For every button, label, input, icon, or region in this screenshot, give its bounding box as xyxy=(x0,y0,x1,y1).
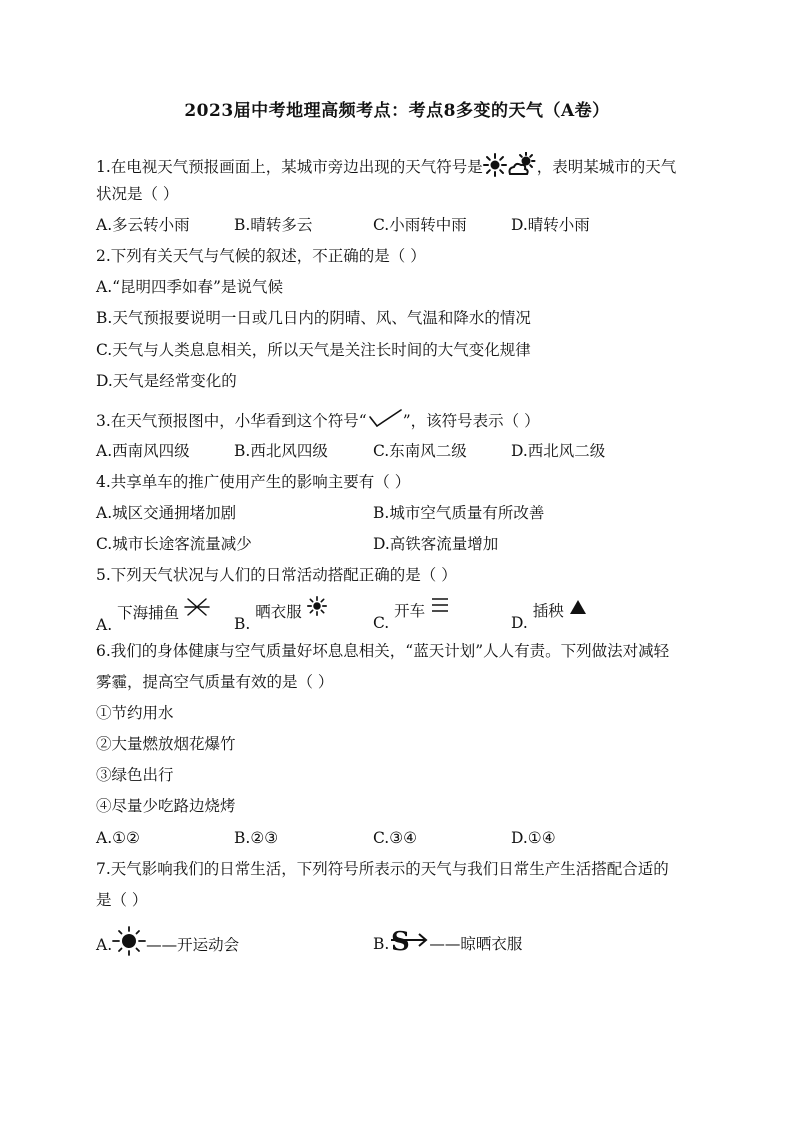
q7-option-a[interactable] xyxy=(96,928,239,964)
question-4-stem: 4.共享单车的推广使用产生的影响主要有（ ） xyxy=(96,473,411,491)
hail-icon xyxy=(569,599,587,621)
q1-option-d[interactable]: D.晴转小雨 xyxy=(511,216,590,234)
q1-stem-text-a: 1.在电视天气预报画面上，某城市旁边出现的天气符号是 xyxy=(96,158,483,176)
q4-option-a[interactable]: A.城区交通拥堵加剧 xyxy=(96,504,237,522)
q6-item-3: ③绿色出行 xyxy=(96,766,174,784)
q5-option-b-letter: B. xyxy=(234,615,251,633)
q2-option-a[interactable]: A.“昆明四季如春”是说气候 xyxy=(96,278,283,296)
sun-icon xyxy=(307,596,327,622)
q5-option-c[interactable] xyxy=(373,600,450,632)
q7-option-a-text: ——开运动会 xyxy=(146,936,240,954)
q5-option-c-text: 开车 xyxy=(394,602,426,620)
q5-option-d[interactable] xyxy=(511,600,587,632)
q1-option-a[interactable]: A.多云转小雨 xyxy=(96,216,190,234)
question-3-stem xyxy=(96,408,540,436)
q5-option-b[interactable] xyxy=(234,600,327,633)
svg-text:S: S xyxy=(391,927,411,954)
q1-stem-text-c: 状况是（ ） xyxy=(96,185,179,203)
question-7-stem-b: 是（ ） xyxy=(96,891,148,909)
q5-option-b-text: 晒衣服 xyxy=(255,603,302,621)
q3-stem-text-b: ”，该符号表示（ ） xyxy=(402,412,540,430)
wind-barb-icon xyxy=(367,408,403,436)
q1-stem-text-b: ，表明某城市的天气 xyxy=(536,158,677,176)
q5-option-d-text: 插秧 xyxy=(532,602,564,620)
q6-item-2: ②大量燃放烟花爆竹 xyxy=(96,735,236,753)
q7-option-b[interactable] xyxy=(373,928,522,962)
q3-option-d[interactable]: D.西北风二级 xyxy=(511,442,606,460)
question-2-stem: 2.下列有关天气与气候的叙述，不正确的是（ ） xyxy=(96,247,426,265)
q1-option-c[interactable]: C.小雨转中雨 xyxy=(373,216,467,234)
q3-stem-text-a: 3.在天气预报图中，小华看到这个符号“ xyxy=(96,412,367,430)
q7-option-a-letter: A. xyxy=(96,936,113,954)
page-title: 2023届中考地理高频考点：考点8多变的天气（A卷） xyxy=(184,101,610,121)
q2-option-b[interactable]: B.天气预报要说明一日或几日内的阴晴、风、气温和降水的情况 xyxy=(96,309,531,327)
q5-option-d-letter: D. xyxy=(511,614,528,632)
q6-item-1: ①节约用水 xyxy=(96,704,174,722)
q3-option-b[interactable]: B.西北风四级 xyxy=(234,442,328,460)
q5-option-a[interactable] xyxy=(96,600,210,634)
sun-icon xyxy=(112,926,146,962)
q5-option-a-letter: A. xyxy=(96,616,113,634)
q1-option-b[interactable]: B.晴转多云 xyxy=(234,216,313,234)
question-5-stem: 5.下列天气状况与人们的日常活动搭配正确的是（ ） xyxy=(96,566,457,584)
question-7-stem-a: 7.天气影响我们的日常生活，下列符号所表示的天气与我们日常生产生活搭配合适的 xyxy=(96,860,669,878)
q6-option-c[interactable]: C.③④ xyxy=(373,829,418,847)
q4-option-d[interactable]: D.高铁客流量增加 xyxy=(373,535,499,553)
q5-option-c-letter: C. xyxy=(373,614,390,632)
question-6-stem-a: 6.我们的身体健康与空气质量好坏息息相关，“蓝天计划”人人有责。下列做法对减轻 xyxy=(96,642,670,660)
q6-option-b[interactable]: B.②③ xyxy=(234,829,279,847)
snow-icon xyxy=(184,596,210,624)
q4-option-b[interactable]: B.城市空气质量有所改善 xyxy=(373,504,545,522)
q2-option-d[interactable]: D.天气是经常变化的 xyxy=(96,372,237,390)
q4-option-c[interactable]: C.城市长途客流量减少 xyxy=(96,535,252,553)
q2-option-c[interactable]: C.天气与人类息息相关，所以天气是关注长时间的大气变化规律 xyxy=(96,341,531,359)
sun-icon xyxy=(483,153,507,183)
q6-item-4: ④尽量少吃路边烧烤 xyxy=(96,797,236,815)
q3-option-c[interactable]: C.东南风二级 xyxy=(373,442,467,460)
q7-option-b-letter: B. xyxy=(373,935,390,953)
q7-option-b-text: ——晾晒衣服 xyxy=(429,935,523,953)
q6-option-d[interactable]: D.①④ xyxy=(511,829,556,847)
q6-option-a[interactable]: A.①② xyxy=(96,829,140,847)
q5-option-a-text: 下海捕鱼 xyxy=(117,604,180,622)
fog-icon xyxy=(430,596,450,620)
q3-option-a[interactable]: A.西南风四级 xyxy=(96,442,190,460)
question-1-stem xyxy=(96,152,676,184)
sun-cloud-icon xyxy=(507,152,537,184)
sandstorm-icon xyxy=(389,926,429,960)
question-6-stem-b: 雾霾，提高空气质量有效的是（ ） xyxy=(96,673,334,691)
